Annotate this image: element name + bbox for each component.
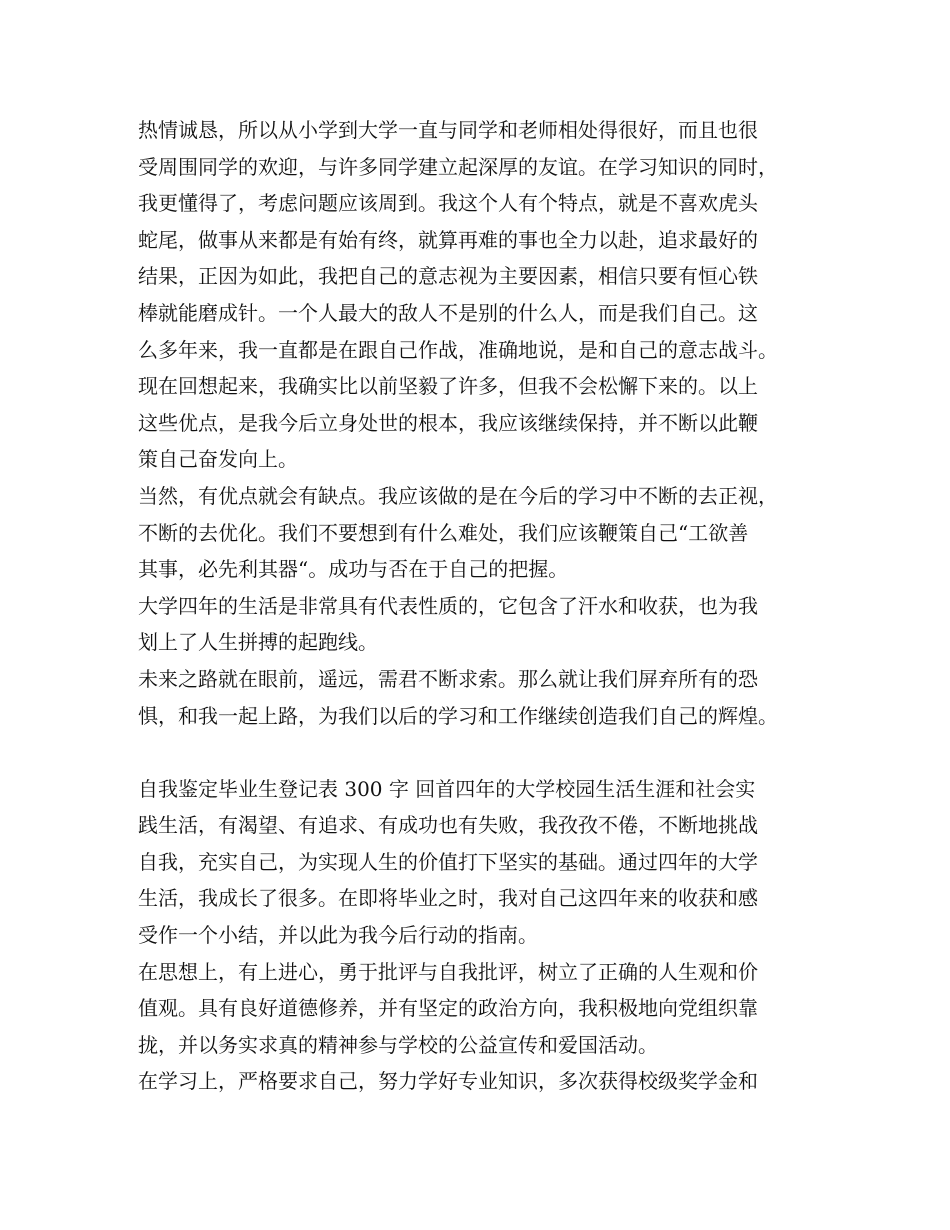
text-line: 未来之路就在眼前，遥远，需君不断求索。那么就让我们屏弃所有的恐 [138, 666, 758, 691]
text-line: 么多年来，我一直都是在跟自己作战，准确地说，是和自己的意志战斗。 [138, 337, 778, 362]
text-line: 大学四年的生活是非常具有代表性质的，它包含了汗水和收获，也为我 [138, 593, 758, 618]
text-line: 生活，我成长了很多。在即将毕业之时，我对自己这四年来的收获和感 [138, 886, 758, 911]
text-line: 践生活，有渴望、有追求、有成功也有失败，我孜孜不倦，不断地挑战 [138, 813, 758, 838]
text-line: 蛇尾，做事从来都是有始有终，就算再难的事也全力以赴，追求最好的 [138, 227, 758, 252]
text-line: 受作一个小结，并以此为我今后行动的指南。 [138, 923, 538, 948]
text-line: 其事，必先利其器“。成功与否在于自己的把握。 [138, 557, 569, 582]
text-line: 热情诚恳，所以从小学到大学一直与同学和老师相处得很好，而且也很 [138, 118, 758, 142]
text-line: 自我，充实自己，为实现人生的价值打下坚实的基础。通过四年的大学 [138, 849, 758, 874]
document-body [138, 112, 838, 1100]
text-line: 我更懂得了，考虑问题应该周到。我这个人有个特点，就是不喜欢虎头 [138, 191, 758, 216]
text-line: 结果，正因为如此，我把自己的意志视为主要因素，相信只要有恒心铁 [138, 264, 758, 289]
text-line: 拢，并以务实求真的精神参与学校的公益宣传和爱国活动。 [138, 1032, 658, 1057]
section-heading-line: 自我鉴定毕业生登记表 300 字 回首四年的大学校园生活生涯和社会实 [138, 776, 756, 801]
text-line: 棒就能磨成针。一个人最大的敌人不是别的什么人，而是我们自己。这 [138, 300, 758, 325]
text-line: 不断的去优化。我们不要想到有什么难处，我们应该鞭策自己“工欲善 [138, 520, 749, 545]
text-line: 策自己奋发向上。 [138, 447, 298, 472]
text-line: 这些优点，是我今后立身处世的根本，我应该继续保持，并不断以此鞭 [138, 410, 758, 435]
text-line: 现在回想起来，我确实比以前坚毅了许多，但我不会松懈下来的。以上 [138, 374, 758, 399]
paragraph-gap [138, 734, 838, 771]
text-line: 当然，有优点就会有缺点。我应该做的是在今后的学习中不断的去正视， [138, 483, 778, 508]
text-line: 受周围同学的欢迎，与许多同学建立起深厚的友谊。在学习知识的同时， [138, 154, 778, 179]
text-line: 在思想上，有上进心，勇于批评与自我批评，树立了正确的人生观和价 [138, 959, 758, 984]
text-line: 惧，和我一起上路，为我们以后的学习和工作继续创造我们自己的辉煌。 [138, 703, 778, 728]
text-line: 在学习上，严格要求自己，努力学好专业知识，多次获得校级奖学金和 [138, 1069, 758, 1094]
text-line: 划上了人生拼搏的起跑线。 [138, 630, 378, 655]
text-line: 值观。具有良好道德修养，并有坚定的政治方向，我积极地向党组织靠 [138, 996, 758, 1021]
